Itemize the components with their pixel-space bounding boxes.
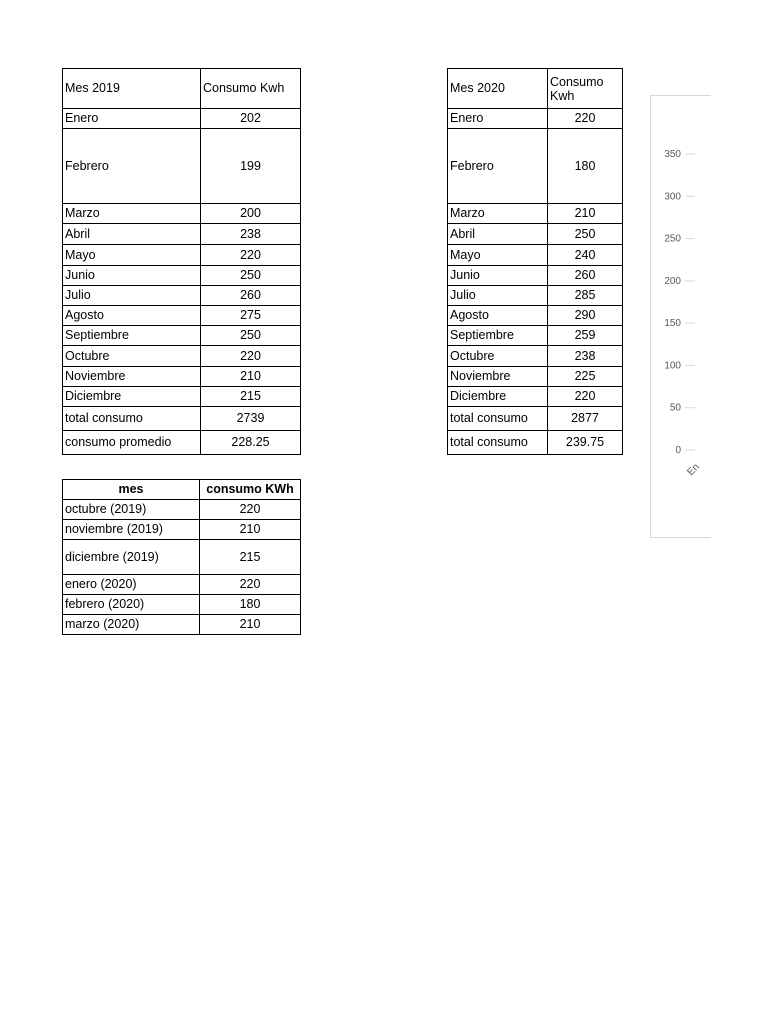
chart-area — [651, 96, 711, 537]
average-value: 228.25 — [201, 431, 301, 455]
value-cell: 220 — [200, 575, 301, 595]
total-value: 2877 — [548, 407, 623, 431]
y-tick-label: 350 — [664, 149, 681, 160]
value-cell: 220 — [201, 346, 301, 367]
value-cell: 210 — [200, 520, 301, 540]
value-cell: 260 — [548, 266, 623, 286]
month-cell: Febrero — [448, 129, 548, 204]
month-cell: Enero — [63, 109, 201, 129]
total-label: total consumo — [448, 407, 548, 431]
month-cell: octubre (2019) — [63, 500, 200, 520]
value-cell: 200 — [201, 204, 301, 224]
y-tick-label: 250 — [664, 233, 681, 245]
value-cell: 215 — [200, 540, 301, 575]
month-cell: Mayo — [63, 245, 201, 266]
y-tick-label: 200 — [664, 275, 681, 287]
month-cell: enero (2020) — [63, 575, 200, 595]
value-cell: 238 — [548, 346, 623, 367]
month-cell: Agosto — [63, 306, 201, 326]
month-cell: Diciembre — [63, 387, 201, 407]
value-cell: 220 — [201, 245, 301, 266]
value-cell: 202 — [201, 109, 301, 129]
month-cell: Abril — [63, 224, 201, 245]
month-cell: Octubre — [63, 346, 201, 367]
month-cell: Marzo — [448, 204, 548, 224]
month-cell: Junio — [63, 266, 201, 286]
value-cell: 250 — [548, 224, 623, 245]
month-cell: Octubre — [448, 346, 548, 367]
value-cell: 220 — [548, 387, 623, 407]
month-cell: Febrero — [63, 129, 201, 204]
y-tick-label: 0 — [675, 445, 681, 456]
month-cell: Septiembre — [448, 326, 548, 346]
month-cell: Marzo — [63, 204, 201, 224]
chart-frame — [650, 95, 711, 538]
value-cell: 180 — [200, 595, 301, 615]
value-cell: 260 — [201, 286, 301, 306]
month-cell: Septiembre — [63, 326, 201, 346]
total-label: total consumo — [63, 407, 201, 431]
table-2020 — [447, 68, 623, 455]
month-cell: Junio — [448, 266, 548, 286]
table-2019 — [62, 68, 301, 455]
value-cell: 199 — [201, 129, 301, 204]
month-cell: diciembre (2019) — [63, 540, 200, 575]
month-cell: noviembre (2019) — [63, 520, 200, 540]
value-cell: 210 — [200, 615, 301, 635]
value-cell: 210 — [548, 204, 623, 224]
month-cell: febrero (2020) — [63, 595, 200, 615]
average-label: consumo promedio — [63, 431, 201, 455]
y-tick-label: 150 — [664, 318, 681, 330]
month-cell: Mayo — [448, 245, 548, 266]
month-cell: Abril — [448, 224, 548, 245]
month-cell: Julio — [448, 286, 548, 306]
y-tick-label: 100 — [664, 360, 681, 372]
month-cell: marzo (2020) — [63, 615, 200, 635]
total-value: 2739 — [201, 407, 301, 431]
month-cell: Diciembre — [448, 387, 548, 407]
value-cell: 210 — [201, 367, 301, 387]
table-monthly-comparison — [62, 479, 301, 635]
value-cell: 285 — [548, 286, 623, 306]
average-value: 239.75 — [548, 431, 623, 455]
header-cell: mes — [63, 480, 200, 500]
month-cell: Agosto — [448, 306, 548, 326]
average-label: total consumo — [448, 431, 548, 455]
header-cell: consumo KWh — [200, 480, 301, 500]
value-cell: 240 — [548, 245, 623, 266]
header-cell — [548, 69, 623, 109]
header-cell: Consumo Kwh — [201, 69, 301, 109]
value-cell: 225 — [548, 367, 623, 387]
value-cell: 180 — [548, 129, 623, 204]
header-cell: Mes 2019 — [63, 69, 201, 109]
month-cell: Enero — [448, 109, 548, 129]
value-cell: 259 — [548, 326, 623, 346]
month-cell: Noviembre — [63, 367, 201, 387]
value-cell: 238 — [201, 224, 301, 245]
value-cell: 220 — [200, 500, 301, 520]
value-cell: 250 — [201, 266, 301, 286]
value-cell: 250 — [201, 326, 301, 346]
x-tick-label: En — [685, 461, 702, 479]
value-cell: 220 — [548, 109, 623, 129]
y-tick-label: 50 — [669, 402, 681, 414]
y-tick-label: 300 — [664, 191, 681, 203]
month-cell: Noviembre — [448, 367, 548, 387]
month-cell: Julio — [63, 286, 201, 306]
header-cell: Mes 2020 — [448, 69, 548, 109]
header-text: Consumo Kwh — [550, 74, 604, 103]
value-cell: 215 — [201, 387, 301, 407]
value-cell: 290 — [548, 306, 623, 326]
value-cell: 275 — [201, 306, 301, 326]
